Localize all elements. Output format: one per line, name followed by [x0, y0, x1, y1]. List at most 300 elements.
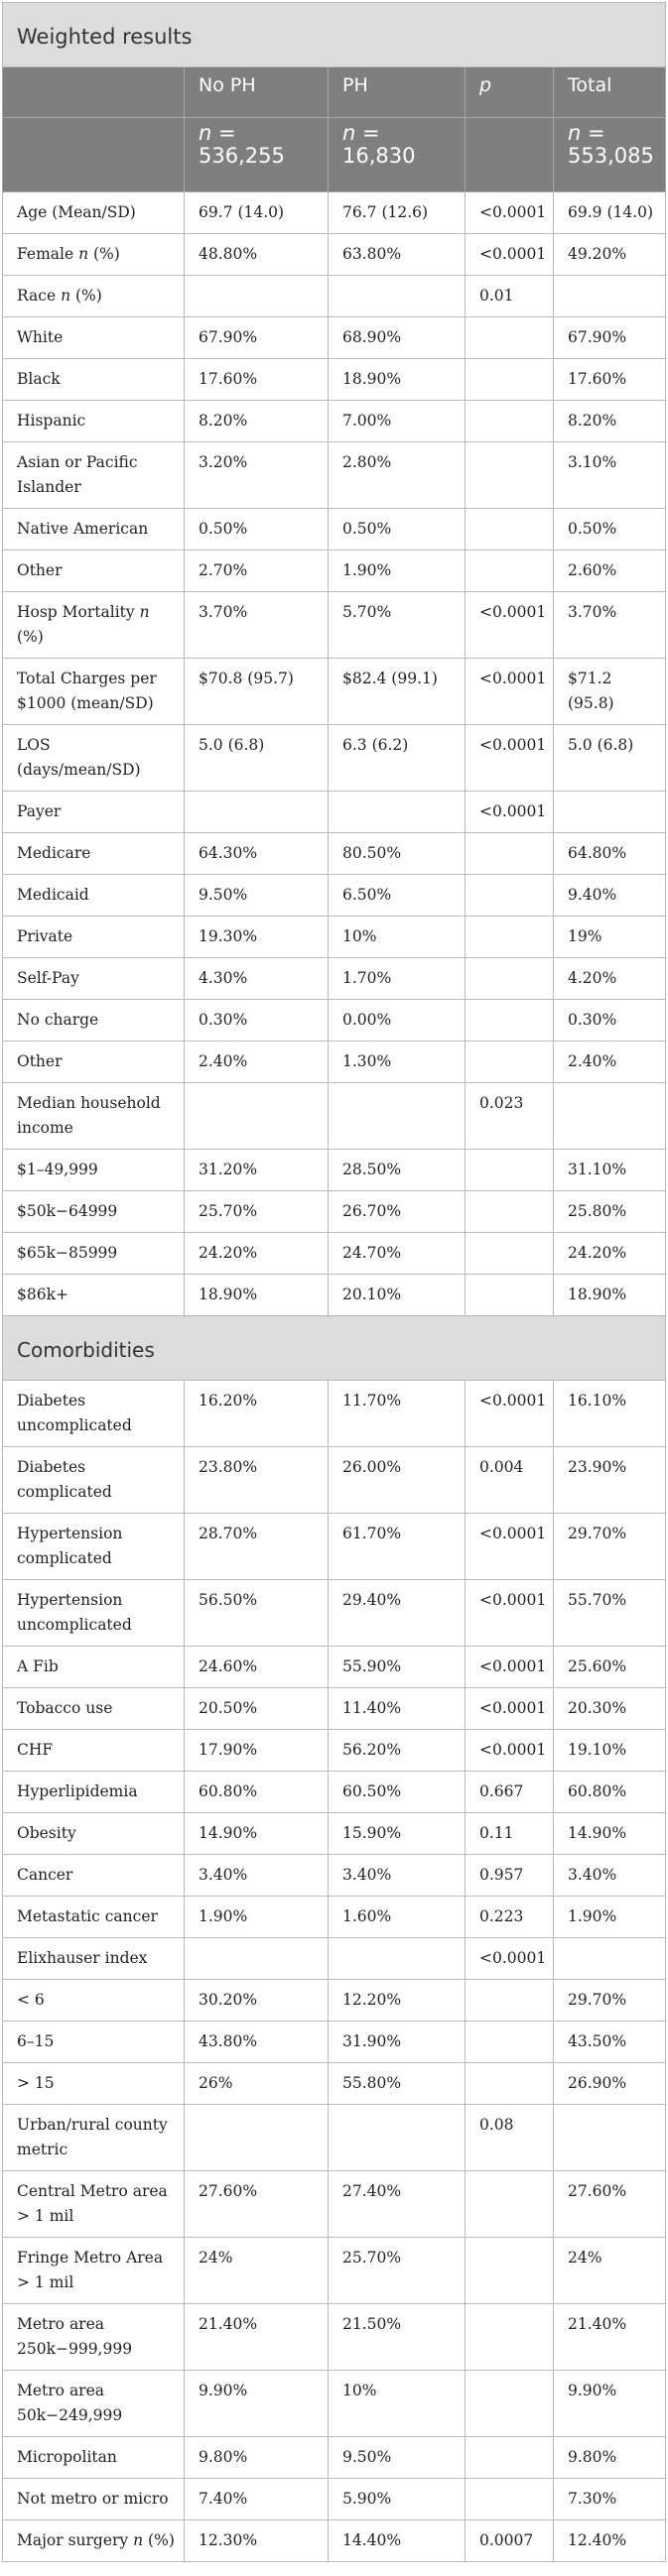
cell-total: 2.40% — [554, 1042, 666, 1083]
row-label-text: Hyperlipidemia — [17, 1782, 138, 1800]
cell-p — [466, 1000, 554, 1042]
row-label-suffix: (%) — [70, 287, 102, 305]
cell-no-ph: 7.40% — [185, 2479, 329, 2520]
header-total: Total — [554, 67, 666, 118]
cell-no-ph: 30.20% — [185, 1980, 329, 2022]
row-label-text: Cancer — [17, 1866, 73, 1884]
table-row — [3, 1772, 666, 1813]
cell-p — [466, 401, 554, 442]
cell-no-ph: 4.30% — [185, 958, 329, 1000]
row-label — [3, 442, 185, 509]
sample-size-row — [3, 118, 666, 192]
row-label — [3, 1772, 185, 1813]
cell-ph — [329, 1938, 466, 1980]
row-label — [3, 659, 185, 725]
cell-p: <0.0001 — [466, 1580, 554, 1647]
cell-ph: 5.90% — [329, 2479, 466, 2520]
header-label-col — [3, 67, 185, 118]
cell-p: 0.023 — [466, 1083, 554, 1150]
table-row — [3, 442, 666, 509]
cell-ph: 55.80% — [329, 2063, 466, 2105]
row-label — [3, 1730, 185, 1772]
cell-no-ph: 17.60% — [185, 359, 329, 401]
row-label-text: Payer — [17, 802, 62, 820]
cell-ph: 61.70% — [329, 1514, 466, 1580]
cell-ph: 27.40% — [329, 2171, 466, 2238]
cell-ph: 9.50% — [329, 2437, 466, 2479]
cell-p: 0.957 — [466, 1855, 554, 1897]
cell-no-ph: 31.20% — [185, 1150, 329, 1191]
row-label-text: Obesity — [17, 1824, 76, 1842]
cell-p — [466, 359, 554, 401]
row-label — [3, 1233, 185, 1275]
row-label-text: White — [17, 328, 64, 346]
table-row — [3, 2304, 666, 2371]
row-label-text: Native American — [17, 520, 149, 538]
row-label-text: Female — [17, 245, 74, 263]
row-label — [3, 2479, 185, 2520]
cell-p: <0.0001 — [466, 659, 554, 725]
row-label — [3, 2105, 185, 2171]
row-label — [3, 2304, 185, 2371]
cell-total — [554, 792, 666, 833]
cell-p: <0.0001 — [466, 1730, 554, 1772]
table-row — [3, 1233, 666, 1275]
row-label-suffix: (%) — [17, 628, 44, 646]
cell-p: 0.004 — [466, 1447, 554, 1514]
cell-total: 3.40% — [554, 1855, 666, 1897]
cell-ph: 31.90% — [329, 2022, 466, 2063]
cell-no-ph: 2.70% — [185, 551, 329, 592]
cell-ph: 5.70% — [329, 592, 466, 659]
cell-no-ph: 24.60% — [185, 1647, 329, 1688]
table-row — [3, 1191, 666, 1233]
n-cell-p — [466, 118, 554, 192]
table-row — [3, 958, 666, 1000]
cell-total: 21.40% — [554, 2304, 666, 2371]
table-row — [3, 317, 666, 359]
cell-p — [466, 317, 554, 359]
table-row — [3, 276, 666, 317]
row-label — [3, 1813, 185, 1855]
row-label-suffix: (%) — [88, 245, 120, 263]
row-label-text: Major surgery — [17, 2531, 129, 2549]
row-label-text: Black — [17, 370, 61, 388]
cell-no-ph: 60.80% — [185, 1772, 329, 1813]
cell-no-ph: 56.50% — [185, 1580, 329, 1647]
cell-p — [466, 2304, 554, 2371]
cell-ph: 26.00% — [329, 1447, 466, 1514]
row-label — [3, 2022, 185, 2063]
n-value: 16,830 — [342, 144, 416, 168]
cell-total: 14.90% — [554, 1813, 666, 1855]
row-label-text: Other — [17, 561, 63, 579]
row-label-text: Central Metro area > 1 mil — [17, 2182, 168, 2225]
cell-p: <0.0001 — [466, 1514, 554, 1580]
row-label-text: $50k−64999 — [17, 1202, 118, 1220]
cell-no-ph: 18.90% — [185, 1275, 329, 1316]
row-label-text: Diabetes uncomplicated — [17, 1392, 132, 1434]
row-label-italic: n — [139, 603, 150, 621]
table-row — [3, 2520, 666, 2562]
row-label-text: Self-Pay — [17, 969, 79, 987]
cell-ph: 25.70% — [329, 2238, 466, 2304]
table-row — [3, 1514, 666, 1580]
cell-no-ph — [185, 2105, 329, 2171]
row-label-text: Hosp Mortality — [17, 603, 135, 621]
cell-total: 31.10% — [554, 1150, 666, 1191]
table-row — [3, 1381, 666, 1447]
cell-no-ph: 12.30% — [185, 2520, 329, 2562]
cell-total: 19.10% — [554, 1730, 666, 1772]
n-cell-total — [554, 118, 666, 192]
n-cell-no-ph — [185, 118, 329, 192]
row-label — [3, 792, 185, 833]
row-label-text: Medicaid — [17, 886, 89, 904]
row-label-text: Fringe Metro Area > 1 mil — [17, 2249, 164, 2291]
cell-ph: 76.7 (12.6) — [329, 192, 466, 234]
row-label-text: < 6 — [17, 1991, 45, 2009]
row-label-text: LOS (days/mean/SD) — [17, 736, 141, 779]
cell-no-ph: 9.50% — [185, 875, 329, 917]
cell-total: 0.50% — [554, 509, 666, 551]
cell-total: 9.80% — [554, 2437, 666, 2479]
table-row — [3, 592, 666, 659]
cell-total: 24.20% — [554, 1233, 666, 1275]
cell-total: 5.0 (6.8) — [554, 725, 666, 792]
cell-ph: 18.90% — [329, 359, 466, 401]
cell-p: 0.667 — [466, 1772, 554, 1813]
cell-no-ph: 9.90% — [185, 2371, 329, 2437]
cell-p: <0.0001 — [466, 1381, 554, 1447]
cell-p: 0.0007 — [466, 2520, 554, 2562]
cell-no-ph: 5.0 (6.8) — [185, 725, 329, 792]
row-label — [3, 592, 185, 659]
cell-ph: 60.50% — [329, 1772, 466, 1813]
cell-total: 43.50% — [554, 2022, 666, 2063]
cell-total: 25.60% — [554, 1647, 666, 1688]
cell-no-ph: 1.90% — [185, 1897, 329, 1938]
row-label-text: $86k+ — [17, 1286, 68, 1303]
cell-no-ph: 17.90% — [185, 1730, 329, 1772]
row-label — [3, 2063, 185, 2105]
row-label — [3, 1275, 185, 1316]
table-row — [3, 1000, 666, 1042]
row-label-text: Diabetes complicated — [17, 1458, 112, 1501]
row-label — [3, 2520, 185, 2562]
table-row — [3, 2105, 666, 2171]
table-row — [3, 2171, 666, 2238]
cell-ph: 29.40% — [329, 1580, 466, 1647]
cell-no-ph: 3.40% — [185, 1855, 329, 1897]
cell-ph: 14.40% — [329, 2520, 466, 2562]
row-label-text: Metro area 250k−999,999 — [17, 2315, 133, 2358]
section-header-row — [3, 1316, 666, 1381]
cell-p: 0.01 — [466, 276, 554, 317]
row-label-text: Total Charges per $1000 (mean/SD) — [17, 670, 157, 712]
cell-total: 49.20% — [554, 234, 666, 276]
n-cell-ph — [329, 118, 466, 192]
cell-no-ph: 67.90% — [185, 317, 329, 359]
row-label-text: Micropolitan — [17, 2448, 117, 2466]
cell-ph — [329, 2105, 466, 2171]
cell-no-ph: $70.8 (95.7) — [185, 659, 329, 725]
table-row — [3, 1042, 666, 1083]
table-row — [3, 1447, 666, 1514]
row-label-text: Elixhauser index — [17, 1949, 148, 1967]
cell-total: 9.40% — [554, 875, 666, 917]
table-row — [3, 1150, 666, 1191]
cell-no-ph: 28.70% — [185, 1514, 329, 1580]
table-row — [3, 1647, 666, 1688]
cell-no-ph: 64.30% — [185, 833, 329, 875]
table-row — [3, 833, 666, 875]
cell-no-ph: 19.30% — [185, 917, 329, 958]
n-value: 536,255 — [199, 144, 285, 168]
n-prefix: n = — [342, 121, 380, 145]
cell-p — [466, 2063, 554, 2105]
row-label-text: $65k−85999 — [17, 1244, 118, 1262]
cell-total: 27.60% — [554, 2171, 666, 2238]
cell-ph: 11.40% — [329, 1688, 466, 1730]
cell-p: <0.0001 — [466, 1688, 554, 1730]
table-row — [3, 401, 666, 442]
cell-total: 24% — [554, 2238, 666, 2304]
cell-p — [466, 1980, 554, 2022]
cell-ph — [329, 792, 466, 833]
cell-total: 3.10% — [554, 442, 666, 509]
cell-total: 9.90% — [554, 2371, 666, 2437]
row-label-text: Median household income — [17, 1094, 161, 1137]
row-label — [3, 192, 185, 234]
cell-p — [466, 1150, 554, 1191]
table-row — [3, 2371, 666, 2437]
cell-ph: 12.20% — [329, 1980, 466, 2022]
section-title: Comorbidities — [3, 1316, 666, 1381]
row-label — [3, 359, 185, 401]
row-label-text: Urban/rural county metric — [17, 2116, 168, 2158]
row-label — [3, 833, 185, 875]
cell-ph: 6.3 (6.2) — [329, 725, 466, 792]
cell-p: <0.0001 — [466, 192, 554, 234]
row-label-italic: n — [78, 245, 89, 263]
table-row — [3, 1730, 666, 1772]
cell-total — [554, 1938, 666, 1980]
row-label-text: Race — [17, 287, 57, 305]
cell-no-ph — [185, 1938, 329, 1980]
cell-no-ph: 24% — [185, 2238, 329, 2304]
cell-no-ph: 23.80% — [185, 1447, 329, 1514]
cell-ph: 1.90% — [329, 551, 466, 592]
cell-total: 23.90% — [554, 1447, 666, 1514]
cell-ph: 10% — [329, 2371, 466, 2437]
row-label — [3, 2437, 185, 2479]
row-label — [3, 1897, 185, 1938]
cell-p — [466, 2238, 554, 2304]
cell-p — [466, 1191, 554, 1233]
table-row — [3, 1897, 666, 1938]
cell-p — [466, 2437, 554, 2479]
table-row — [3, 1855, 666, 1897]
cell-p: <0.0001 — [466, 592, 554, 659]
cell-ph: 7.00% — [329, 401, 466, 442]
row-label-text: A Fib — [17, 1657, 59, 1675]
cell-no-ph: 14.90% — [185, 1813, 329, 1855]
row-label — [3, 1647, 185, 1688]
cell-no-ph: 48.80% — [185, 234, 329, 276]
row-label — [3, 958, 185, 1000]
cell-total — [554, 276, 666, 317]
cell-p: <0.0001 — [466, 234, 554, 276]
row-label-text: Other — [17, 1052, 63, 1070]
row-label — [3, 1580, 185, 1647]
cell-no-ph — [185, 792, 329, 833]
cell-total: 17.60% — [554, 359, 666, 401]
cell-ph: 0.00% — [329, 1000, 466, 1042]
cell-p — [466, 2022, 554, 2063]
row-label-text: CHF — [17, 1741, 54, 1759]
cell-ph: 68.90% — [329, 317, 466, 359]
cell-total: 18.90% — [554, 1275, 666, 1316]
cell-ph: 2.80% — [329, 442, 466, 509]
cell-total: 4.20% — [554, 958, 666, 1000]
cell-p: 0.08 — [466, 2105, 554, 2171]
n-prefix: n = — [568, 121, 605, 145]
cell-total — [554, 1083, 666, 1150]
row-label — [3, 1938, 185, 1980]
cell-ph: 3.40% — [329, 1855, 466, 1897]
cell-total: 25.80% — [554, 1191, 666, 1233]
cell-total: 16.10% — [554, 1381, 666, 1447]
table-row — [3, 2063, 666, 2105]
row-label-text: Not metro or micro — [17, 2490, 169, 2508]
table-row — [3, 917, 666, 958]
cell-p — [466, 1233, 554, 1275]
cell-no-ph: 0.30% — [185, 1000, 329, 1042]
table-title: Weighted results — [3, 3, 666, 67]
cell-ph: 10% — [329, 917, 466, 958]
cell-p — [466, 875, 554, 917]
table-row — [3, 725, 666, 792]
table-row — [3, 234, 666, 276]
row-label — [3, 1150, 185, 1191]
n-value: 553,085 — [568, 144, 654, 168]
row-label-suffix: (%) — [143, 2531, 175, 2549]
row-label — [3, 1447, 185, 1514]
row-label — [3, 234, 185, 276]
cell-p — [466, 509, 554, 551]
cell-no-ph: 43.80% — [185, 2022, 329, 2063]
table-row — [3, 1813, 666, 1855]
cell-ph: 1.30% — [329, 1042, 466, 1083]
cell-no-ph — [185, 1083, 329, 1150]
row-label-text: Hispanic — [17, 412, 86, 429]
cell-total: 67.90% — [554, 317, 666, 359]
cell-ph: 11.70% — [329, 1381, 466, 1447]
row-label — [3, 509, 185, 551]
cell-total: 7.30% — [554, 2479, 666, 2520]
row-label-text: Hypertension complicated — [17, 1525, 123, 1567]
row-label — [3, 2171, 185, 2238]
cell-no-ph: 25.70% — [185, 1191, 329, 1233]
n-prefix: n = — [199, 121, 236, 145]
cell-p — [466, 958, 554, 1000]
table-row — [3, 2238, 666, 2304]
row-label-italic: n — [61, 287, 71, 305]
cell-ph: 24.70% — [329, 1233, 466, 1275]
row-label — [3, 917, 185, 958]
cell-p — [466, 917, 554, 958]
cell-total: 69.9 (14.0) — [554, 192, 666, 234]
cell-p: 0.223 — [466, 1897, 554, 1938]
table-row — [3, 2479, 666, 2520]
table-row — [3, 659, 666, 725]
row-label — [3, 1855, 185, 1897]
table-row — [3, 792, 666, 833]
cell-p — [466, 2371, 554, 2437]
row-label — [3, 1688, 185, 1730]
row-label — [3, 1042, 185, 1083]
row-label-italic: n — [133, 2531, 144, 2549]
table-row — [3, 551, 666, 592]
cell-total: 12.40% — [554, 2520, 666, 2562]
table-title-row — [3, 3, 666, 67]
row-label-text: > 15 — [17, 2074, 55, 2092]
row-label — [3, 2371, 185, 2437]
row-label — [3, 1000, 185, 1042]
cell-no-ph: 8.20% — [185, 401, 329, 442]
cell-total: 20.30% — [554, 1688, 666, 1730]
cell-no-ph — [185, 276, 329, 317]
table-row — [3, 1688, 666, 1730]
row-label-text: Tobacco use — [17, 1699, 113, 1717]
row-label-text: Metro area 50k−249,999 — [17, 2382, 123, 2424]
table-row — [3, 875, 666, 917]
cell-total: 55.70% — [554, 1580, 666, 1647]
cell-no-ph: 24.20% — [185, 1233, 329, 1275]
cell-ph: 21.50% — [329, 2304, 466, 2371]
row-label — [3, 1514, 185, 1580]
cell-p — [466, 833, 554, 875]
cell-ph: 28.50% — [329, 1150, 466, 1191]
cell-ph: 1.60% — [329, 1897, 466, 1938]
cell-total: 29.70% — [554, 1980, 666, 2022]
row-label — [3, 276, 185, 317]
cell-no-ph: 3.70% — [185, 592, 329, 659]
cell-ph: 15.90% — [329, 1813, 466, 1855]
table-row — [3, 1938, 666, 1980]
cell-ph: 80.50% — [329, 833, 466, 875]
row-label — [3, 1083, 185, 1150]
row-label — [3, 2238, 185, 2304]
column-header-row — [3, 67, 666, 118]
row-label — [3, 401, 185, 442]
row-label-text: No charge — [17, 1011, 99, 1029]
row-label-text: Asian or Pacific Islander — [17, 453, 138, 496]
cell-ph: 6.50% — [329, 875, 466, 917]
header-no-ph: No PH — [185, 67, 329, 118]
cell-total: $71.2 (95.8) — [554, 659, 666, 725]
cell-p: 0.11 — [466, 1813, 554, 1855]
cell-total: 3.70% — [554, 592, 666, 659]
row-label — [3, 317, 185, 359]
table-row — [3, 1980, 666, 2022]
cell-no-ph: 16.20% — [185, 1381, 329, 1447]
row-label-text: Age (Mean/SD) — [17, 203, 136, 221]
cell-total: 64.80% — [554, 833, 666, 875]
table-row — [3, 1275, 666, 1316]
cell-p: <0.0001 — [466, 1938, 554, 1980]
